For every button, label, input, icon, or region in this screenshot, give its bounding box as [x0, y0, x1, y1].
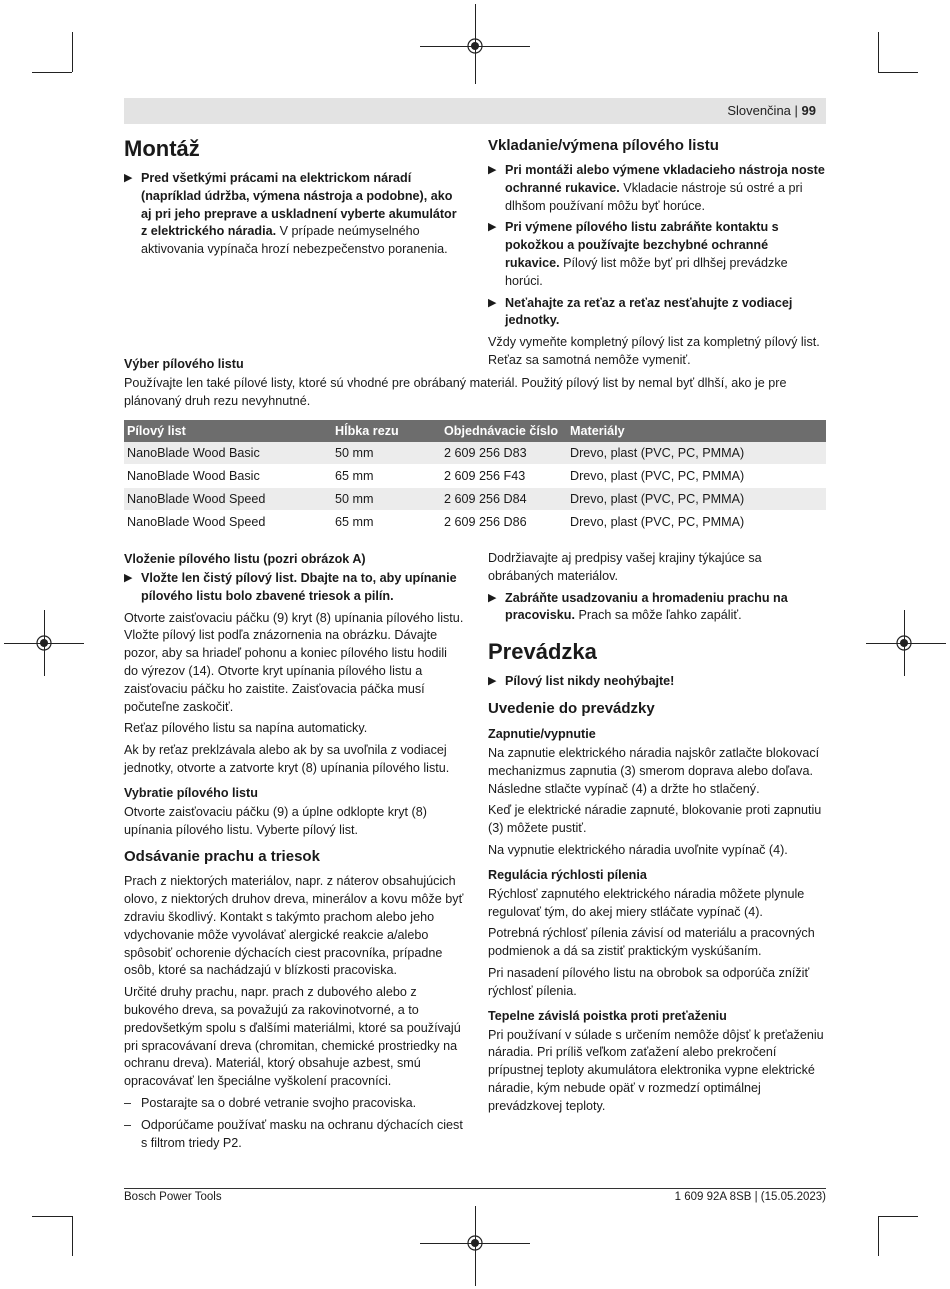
left-bottom-column: [124, 550, 464, 1156]
table-cell: 2 609 256 D84: [441, 488, 567, 511]
section-title-thermal: Tepelne závislá poistka proti preťaženiu: [488, 1008, 727, 1023]
paragraph: Určité druhy prachu, napr. prach z dubového alebo z bukového dreva, sa považujú za rakovinotvorné, a to predovšetkým spolu s ďalšími materiálmi, ktoré sa používajú pri spracovávaní dreva (chromitan, chemické prostriedky na ochranu dreva). Materiál, ktorý obsahuje azbest, smú opracovávať len špeciálne vyškolení pracovníci.: [124, 985, 461, 1089]
table-cell: 65 mm: [332, 465, 441, 488]
blade-table: [124, 420, 826, 534]
table-row: [124, 488, 826, 511]
crop-mark: [878, 1216, 918, 1217]
table-cell: Drevo, plast (PVC, PC, PMMA): [567, 442, 826, 465]
dash-list-item: – Odporúčame používať masku na ochranu dýchacích ciest s filtrom triedy P2.: [124, 1117, 463, 1150]
section-title-speed: Regulácia rýchlosti pílenia: [488, 867, 647, 882]
paragraph: Pri nasadení pílového listu na obrobok sa odporúča znížiť rýchlosť pílenia.: [488, 965, 810, 998]
table-header: Objednávacie číslo: [441, 420, 567, 442]
registration-mark-icon: [895, 634, 913, 652]
paragraph: Na zapnutie elektrického náradia najskôr zatlačte blokovací mechanizmus zapnutia (3) smerom doprava alebo doľava. Následne stlačte vypínač (4) a držte ho stlačený.: [488, 745, 820, 796]
triangle-bullet-icon: ▶: [124, 572, 133, 584]
table-cell: NanoBlade Wood Basic: [124, 442, 332, 465]
table-row: [124, 442, 826, 465]
section-title-onoff: Zapnutie/vypnutie: [488, 726, 596, 741]
table-header: Pílový list: [124, 420, 332, 442]
page-header: Slovenčina | 99: [727, 103, 816, 118]
table-cell: Drevo, plast (PVC, PC, PMMA): [567, 511, 826, 534]
table-header: Materiály: [567, 420, 826, 442]
crop-mark: [72, 32, 73, 72]
table-cell: NanoBlade Wood Speed: [124, 488, 332, 511]
paragraph: Na vypnutie elektrického náradia uvoľnite vypínač (4).: [488, 842, 788, 857]
registration-mark-icon: [466, 37, 484, 55]
warning-item: ▶ Pri výmene pílového listu zabráňte kontaktu s pokožkou a používajte bezchybné ochranné rukavice. Pílový list môže byť pri dlhšej prevádzke horúci.: [488, 220, 788, 288]
table-cell: 2 609 256 D86: [441, 511, 567, 534]
table-cell: 50 mm: [332, 442, 441, 465]
registration-mark-icon: [35, 634, 53, 652]
section-title-blade-change: Vkladanie/výmena pílového listu: [488, 137, 719, 154]
table-cell: NanoBlade Wood Speed: [124, 511, 332, 534]
crop-mark: [878, 1216, 879, 1256]
page-number: 99: [801, 103, 816, 118]
paragraph: Ak by reťaz preklzávala alebo ak by sa uvoľnila z vodiacej jednotky, otvorte a zatvorte kryt (8) upínania pílového listu.: [124, 743, 450, 775]
paragraph: Používajte len také pílové listy, ktoré sú vhodné pre obrábaný materiál. Použitý pílový list by nemal byť dlhší, ako je pre plánovaný druh rezu nevyhnutné.: [124, 376, 787, 408]
section-title-dust: Odsávanie prachu a triesok: [124, 848, 320, 866]
header-band: [124, 98, 826, 124]
crop-mark: [32, 1216, 72, 1217]
paragraph: Reťaz pílového listu sa napína automaticky.: [124, 721, 368, 736]
section-title-montaz: Montáž: [124, 136, 200, 161]
section-title-insert: Vloženie pílového listu (pozri obrázok A): [124, 552, 366, 566]
crop-mark: [878, 32, 879, 72]
table-cell: 50 mm: [332, 488, 441, 511]
table-cell: 2 609 256 D83: [441, 442, 567, 465]
registration-mark-icon: [466, 1234, 484, 1252]
paragraph: Dodržiavajte aj predpisy vašej krajiny týkajúce sa obrábaných materiálov.: [488, 551, 762, 583]
triangle-bullet-icon: ▶: [488, 296, 497, 309]
left-top-column: [124, 136, 464, 263]
warning-item: ▶ Pílový list nikdy neohýbajte!: [488, 673, 826, 691]
triangle-bullet-icon: ▶: [124, 172, 133, 184]
right-top-column: [488, 136, 826, 374]
table-cell: Drevo, plast (PVC, PC, PMMA): [567, 465, 826, 488]
section-title-startup: Uvedenie do prevádzky: [488, 699, 655, 717]
paragraph: Vždy vymeňte kompletný pílový list za kompletný pílový list. Reťaz sa samotná nemôže vymeniť.: [488, 335, 820, 367]
paragraph: Pri používaní v súlade s určením nemôže dôjsť k preťaženiu náradia. Pri príliš veľkom zaťažení alebo prekročení prípustnej teploty akumulátora elektronika vypne elektrické náradie, kým nebude opäť v rozmedzí optimálnej prevádzkovej teploty.: [488, 1027, 824, 1113]
warning-item: ▶ Pri montáži alebo výmene vkladacieho nástroja noste ochranné rukavice. Vkladacie nástroje sú ostré a pri dlhšom používaní môžu byť horúce.: [488, 163, 825, 213]
paragraph: Keď je elektrické náradie zapnuté, blokovanie proti zapnutiu (3) môžete pustiť.: [488, 803, 822, 836]
warning-item: ▶ Neťahajte za reťaz a reťaz nesťahujte z vodiacej jednotky.: [488, 295, 793, 328]
table-cell: 65 mm: [332, 511, 441, 534]
footer-divider: [124, 1188, 826, 1189]
crop-mark: [878, 72, 918, 73]
warning-item: ▶ Pred všetkými prácami na elektrickom náradí (napríklad údržba, výmena nástroja a podobne), ako aj pri jeho preprave a uskladnení vyberte akumulátor z elektrického náradia. V prípade neúmyselného aktivovania vypínača hrozí nebezpečenstvo poranenia.: [124, 171, 457, 257]
paragraph: Otvorte zaisťovaciu páčku (9) a úplne odklopte kryt (8) upínania pílového listu. Vyberte pílový list.: [124, 804, 427, 837]
paragraph: Otvorte zaisťovaciu páčku (9) kryt (8) upínania pílového listu. Vložte pílový list podľa znázornenia na obrázku. Dávajte pozor, aby sa hriadeľ pohonu a koniec pílového listu hodili do výrezov (14). Otvorte kryt upínania pílového listu a zaisťovaciu páčku ho zaistite. Zaisťovacia páčka musí počuteľne zaskočiť.: [124, 610, 464, 714]
table-cell: Drevo, plast (PVC, PC, PMMA): [567, 488, 826, 511]
paragraph: Rýchlosť zapnutého elektrického náradia môžete plynule regulovať tým, do akej miery stláčate vypínač (4).: [488, 886, 805, 919]
header-language: Slovenčina: [727, 103, 791, 118]
dash-list-item: – Postarajte sa o dobré vetranie svojho pracoviska.: [124, 1095, 417, 1110]
paragraph: Prach z niektorých materiálov, napr. z náterov obsahujúcich olovo, z niektorých druhov dreva, minerálov a kovu môže byť zdraviu škodlivý. Kontakt s takýmto prachom alebo jeho vdychovanie môže vyvolávať alergické reakcie a/alebo spôsobiť ochorenie dýchacích ciest pracovníka, prípadne osôb, ktoré sa nachádzajú v blízkosti pracoviska.: [124, 874, 464, 978]
paragraph: Potrebná rýchlosť pílenia závisí od materiálu a pracovných podmienok a dá sa zistiť praktickým vyskúšaním.: [488, 926, 815, 959]
section-title-operation: Prevádzka: [488, 639, 597, 665]
right-bottom-column: [488, 550, 826, 1120]
section-title-selection: Výber pílového listu: [124, 357, 244, 371]
table-cell: NanoBlade Wood Basic: [124, 465, 332, 488]
section-title-remove: Vybratie pílového listu: [124, 785, 258, 800]
warning-item: ▶ Vložte len čistý pílový list. Dbajte na to, aby upínanie pílového listu bolo zbavené triesok a pilín.: [124, 571, 457, 603]
triangle-bullet-icon: ▶: [488, 675, 497, 688]
footer-doc-number: 1 609 92A 8SB | (15.05.2023): [674, 1191, 826, 1203]
table-header: Hĺbka rezu: [332, 420, 441, 442]
selection-section: [124, 355, 826, 415]
table-row: [124, 511, 826, 534]
footer-brand: Bosch Power Tools: [124, 1191, 222, 1203]
table-header-row: [124, 420, 826, 442]
triangle-bullet-icon: ▶: [488, 591, 497, 604]
crop-mark: [72, 1216, 73, 1256]
warning-item: ▶ Zabráňte usadzovaniu a hromadeniu prachu na pracovisku. Prach sa môže ľahko zapáliť.: [488, 590, 788, 623]
crop-mark: [32, 72, 72, 73]
triangle-bullet-icon: ▶: [488, 164, 497, 176]
table-row: [124, 465, 826, 488]
triangle-bullet-icon: ▶: [488, 221, 497, 234]
table-cell: 2 609 256 F43: [441, 465, 567, 488]
